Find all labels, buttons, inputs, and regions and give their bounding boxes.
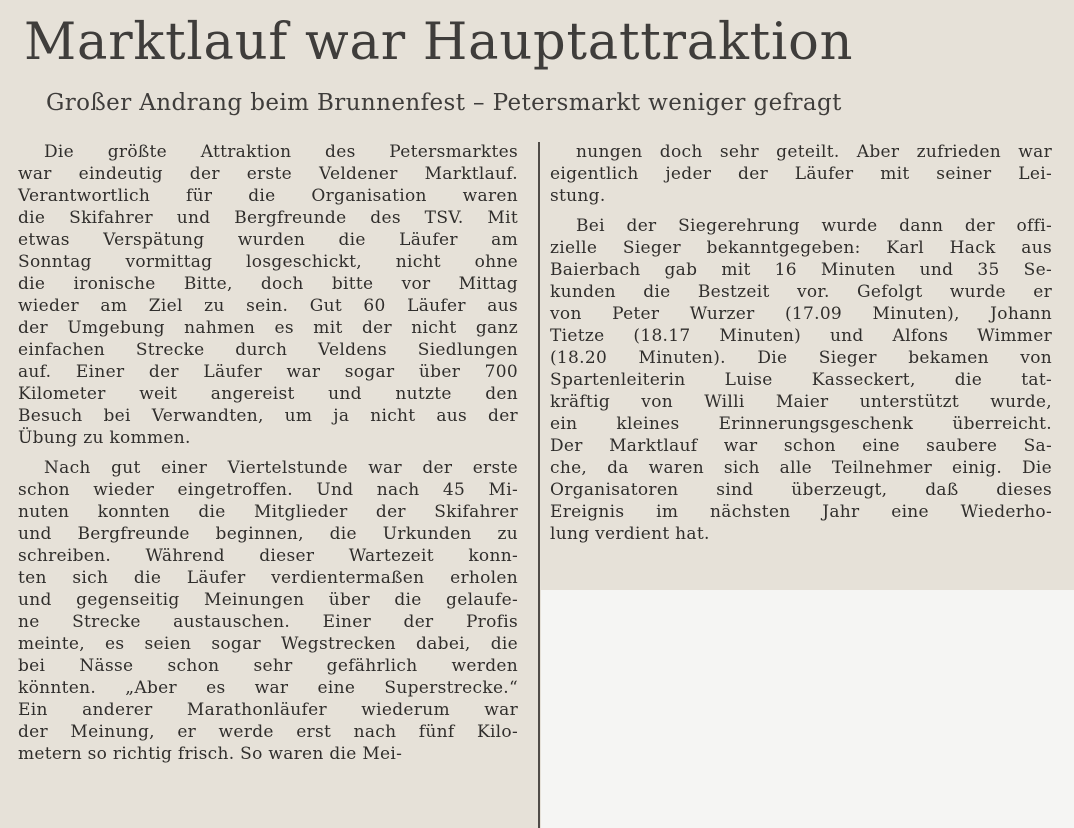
text-line: etwas Verspätung wurden die Läufer am [18,230,518,250]
text-line: ten sich die Läufer verdientermaßen erholen [18,568,518,588]
text-line: zielle Sieger bekanntgegeben: Karl Hack aus [550,238,1052,258]
text-line: Tietze (18.17 Minuten) und Alfons Wimmer [550,326,1052,346]
text-line: stung. [550,186,606,206]
article-column-left [18,141,518,765]
text-line: und Bergfreunde beginnen, die Urkunden zu [18,524,518,544]
text-line: Übung zu kommen. [18,428,191,448]
article-headline: Marktlauf war Hauptattraktion [24,13,854,72]
text-line: Ein anderer Marathonläufer wiederum war [18,700,518,720]
text-line: che, da waren sich alle Teilnehmer einig. Die [550,458,1052,478]
text-line: war eindeutig der erste Veldener Marktlauf. [18,164,518,184]
text-line: nungen doch sehr geteilt. Aber zufrieden war [576,142,1052,162]
article-subheadline: Großer Andrang beim Brunnenfest – Petersmarkt weniger gefragt [46,90,842,116]
text-line: Bei der Siegerehrung wurde dann der offi- [576,216,1052,236]
text-line: Nach gut einer Viertelstunde war der erste [44,458,518,478]
column-divider-rule [538,142,540,828]
text-line: Spartenleiterin Luise Kasseckert, die tat- [550,370,1052,390]
text-line: kunden die Bestzeit vor. Gefolgt wurde er [550,282,1052,302]
text-line: Organisatoren sind überzeugt, daß dieses [550,480,1052,500]
article-paragraph [18,141,518,449]
text-line: Ereignis im nächsten Jahr eine Wiederho- [550,502,1052,522]
text-line: Verantwortlich für die Organisation waren [18,186,518,206]
text-line: nuten konnten die Mitglieder der Skifahrer [18,502,518,522]
text-line: Sonntag vormittag losgeschickt, nicht ohne [18,252,518,272]
text-line: der Meinung, er werde erst nach fünf Kilo- [18,722,518,742]
text-line: die Skifahrer und Bergfreunde des TSV. Mit [18,208,518,228]
text-line: lung verdient hat. [550,524,710,544]
text-line: kräftig von Willi Maier unterstützt wurde, [550,392,1052,412]
article-paragraph [18,457,518,765]
text-line: eigentlich jeder der Läufer mit seiner Lei- [550,164,1052,184]
text-line: ein kleines Erinnerungsgeschenk überreicht. [550,414,1052,434]
text-line: schreiben. Während dieser Wartezeit konn- [18,546,518,566]
text-line: metern so richtig frisch. So waren die Mei- [18,744,403,764]
article-paragraph [550,215,1052,545]
text-line: Kilometer weit angereist und nutzte den [18,384,518,404]
text-line: der Umgebung nahmen es mit der nicht ganz [18,318,518,338]
article-paragraph [550,141,1052,207]
text-line: Der Marktlauf war schon eine saubere Sa- [550,436,1052,456]
text-line: bei Nässe schon sehr gefährlich werden [18,656,518,676]
text-line: Die größte Attraktion des Petersmarktes [44,142,518,162]
text-line: Baierbach gab mit 16 Minuten und 35 Se- [550,260,1052,280]
text-line: könnten. „Aber es war eine Superstrecke.“ [18,678,518,698]
text-line: die ironische Bitte, doch bitte vor Mittag [18,274,518,294]
text-line: Besuch bei Verwandten, um ja nicht aus der [18,406,518,426]
text-line: schon wieder eingetroffen. Und nach 45 Mi- [18,480,518,500]
text-line: ne Strecke austauschen. Einer der Profis [18,612,518,632]
text-line: und gegenseitig Meinungen über die gelaufe- [18,590,518,610]
article-column-right [550,141,1052,545]
text-line: von Peter Wurzer (17.09 Minuten), Johann [550,304,1052,324]
text-line: (18.20 Minuten). Die Sieger bekamen von [550,348,1052,368]
blank-background-area [541,590,1074,828]
text-line: wieder am Ziel zu sein. Gut 60 Läufer aus [18,296,518,316]
text-line: einfachen Strecke durch Veldens Siedlungen [18,340,518,360]
text-line: meinte, es seien sogar Wegstrecken dabei, die [18,634,518,654]
text-line: auf. Einer der Läufer war sogar über 700 [18,362,518,382]
